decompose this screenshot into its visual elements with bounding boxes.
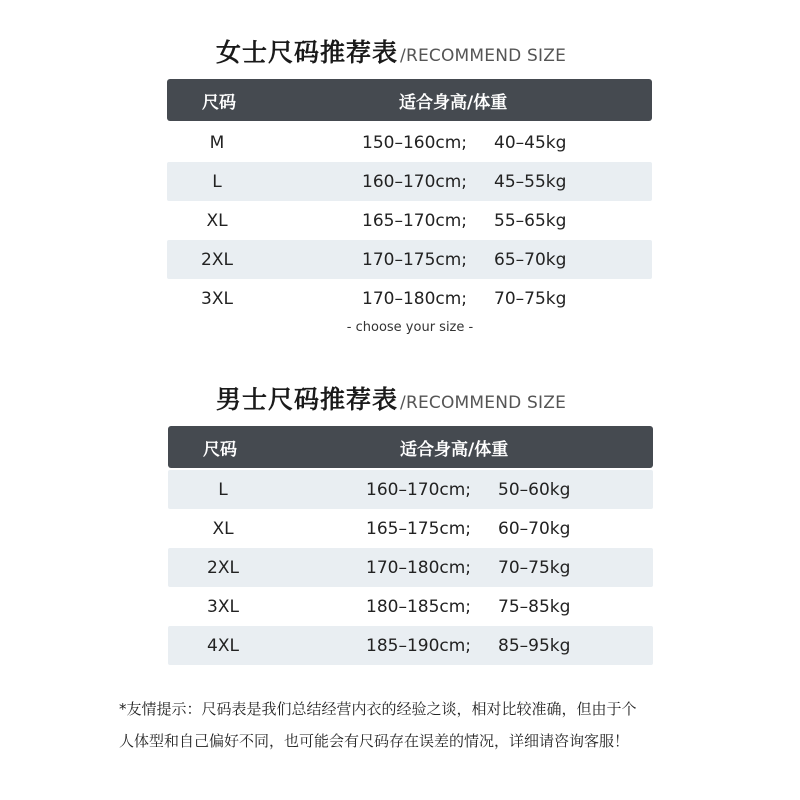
men-row-height: 170–180cm; (366, 557, 472, 578)
women-row-weight: 65–70kg (494, 249, 567, 270)
women-table-body (167, 123, 652, 318)
women-row-height: 170–180cm; (362, 288, 468, 309)
men-table-row (168, 548, 653, 587)
men-row-height: 185–190cm; (366, 635, 472, 656)
men-title (216, 380, 566, 416)
tip-line-2: 人体型和自己偏好不同，也可能会有尺码存在误差的情况，详细请咨询客服！ (119, 732, 630, 750)
choose-size-note: - choose your size - (346, 320, 474, 335)
women-table-row (167, 123, 652, 162)
men-header-size: 尺码 (203, 439, 237, 460)
women-row-height: 160–170cm; (362, 171, 468, 192)
men-row-size: 4XL (207, 635, 239, 656)
men-table-row (168, 626, 653, 665)
men-table-header (168, 426, 653, 468)
men-table-row (168, 509, 653, 548)
women-row-weight: 55–65kg (494, 210, 567, 231)
women-row-size: 3XL (201, 288, 233, 309)
women-table-row (167, 162, 652, 201)
women-row-weight: 45–55kg (494, 171, 567, 192)
women-header-fit: 适合身高/体重 (399, 92, 508, 113)
women-row-height: 170–175cm; (362, 249, 468, 270)
women-row-height: 165–170cm; (362, 210, 468, 231)
tip-line-1: *友情提示：尺码表是我们总结经营内衣的经验之谈，相对比较准确，但由于个 (119, 700, 637, 718)
men-title-en: /RECOMMEND SIZE (400, 393, 567, 413)
women-row-size: L (212, 171, 222, 192)
women-table-row (167, 240, 652, 279)
men-table-body (168, 470, 653, 665)
men-row-size: 2XL (207, 557, 239, 578)
men-header-fit: 适合身高/体重 (400, 439, 509, 460)
men-row-height: 180–185cm; (366, 596, 472, 617)
women-title-cn: 女士尺码推荐表 (216, 38, 399, 67)
friendly-tip (119, 693, 719, 757)
women-table-row (167, 279, 652, 318)
women-title (216, 33, 566, 69)
women-row-height: 150–160cm; (362, 132, 468, 153)
men-row-weight: 50–60kg (498, 479, 571, 500)
women-header-size: 尺码 (202, 92, 236, 113)
men-row-weight: 70–75kg (498, 557, 571, 578)
men-title-cn: 男士尺码推荐表 (216, 385, 399, 414)
men-row-weight: 60–70kg (498, 518, 571, 539)
women-size-table (167, 79, 652, 318)
women-row-weight: 40–45kg (494, 132, 567, 153)
women-row-weight: 70–75kg (494, 288, 567, 309)
men-table-row (168, 587, 653, 626)
women-title-en: /RECOMMEND SIZE (400, 46, 567, 66)
women-row-size: 2XL (201, 249, 233, 270)
men-row-size: L (218, 479, 228, 500)
women-row-size: XL (206, 210, 228, 231)
men-row-height: 165–175cm; (366, 518, 472, 539)
men-row-weight: 75–85kg (498, 596, 571, 617)
women-table-row (167, 201, 652, 240)
men-table-row (168, 470, 653, 509)
men-row-size: XL (212, 518, 234, 539)
women-row-size: M (209, 132, 225, 153)
men-row-size: 3XL (207, 596, 239, 617)
men-row-weight: 85–95kg (498, 635, 571, 656)
men-row-height: 160–170cm; (366, 479, 472, 500)
men-size-table (168, 426, 653, 665)
women-table-header (167, 79, 652, 121)
